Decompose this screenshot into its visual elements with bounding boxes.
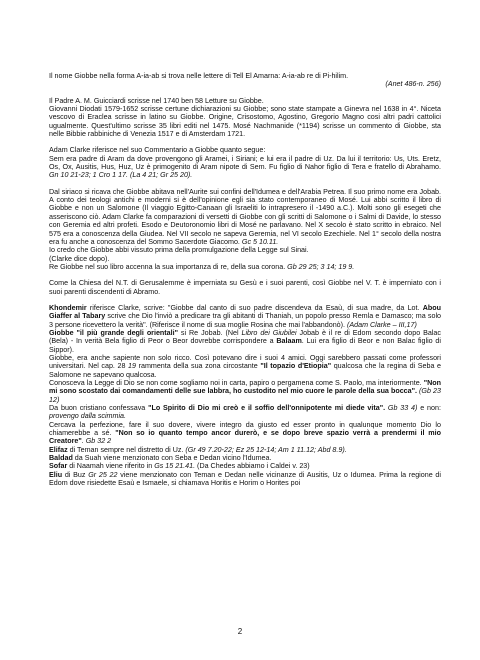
paragraph-siriaco: Dal siriaco si ricava che Giobbe abitava nell'Aurite sui confini dell'Idumea e dell'Arabia Petrea. Il suo primo nome era Jobab. A conto dei teologi antichi e moderni si è dell'opinione egli sia stato contemporaneo di Mosé. Lui abbi scritto il libro di Giobbe e non un Salomone (Il viaggio Egitto-Canaan gli Israeliti lo intrapresero il -1490 a.C.). Molti sono gli esegeti che asseriscono ciò. Adam Clarke fa comparazioni di versetti di Giobbe con gli scritti di Salomone o i Salmi di Davide, lo stesso con Geremia ed altri profeti. Esodo e Deutoronomio libri di Mosé ne parlavano. Nel X secolo è stato scritto in ebraico. Nel 575 era a conoscenza della Giudea. Nel VII secolo ne sapeva Geremia, nel VI secolo Ezechiele. Nel 1° secolo della nostra era fu anche a conoscenza del Sommo Sacerdote Giacomo. Gc 5 10.11. [49, 187, 441, 246]
paragraph-legge: Conosceva la Legge di Dio se non come sogliamo noi in carta, papiro o pergamena come S. Paolo, ma interiormente. "Non mi sono scostato dai comandamenti delle sue labbra, ho custodito nel mio cuore le parole della sua bocca". (Gb 23 12) [49, 379, 441, 404]
paragraph-sapiente: Giobbe, era anche sapiente non solo ricco. Così potevano dire i suoi 4 amici. Oggi sarebbero passati come professori universitari. Nel cap. 28 19 rammenta della sua zona circostante "Il topazio d'Etiopia" qualcosa che la regina di Seba e Salomone ne sapevano qualcosa. [49, 353, 441, 379]
paragraph-re-giobbe: Re Giobbe nel suo libro accenna la sua importanza di re, della sua corona. Gb 29 25; 3 14; 19 9. [49, 262, 355, 271]
citation-anet: (Anet 486-n. 256) [385, 80, 441, 89]
paragraph-credo: Io credo che Giobbe abbi vissuto prima della promulgazione della Legge sul Sinai. [49, 246, 309, 255]
paragraph-diodati: Giovanni Diodati 1579-1652 scrisse certune dichiarazioni su Giobbe; sono state stampate a Ginevra nel 1638 in 4°. Niceta vescovo di Eraclea scrisse in latino su Giobbe. Origine, Crisostomo, Agostino, Gregorio Magno cosi altri padri cattolici ugualmente. Quest'ultimo scrisse 35 libri editi nel 1475. Mosé Nachmanide (*1194) scrisse un commento di Giobbe, sta nelle Bibbie rabbiniche di Venezia 1517 e di Amsterdam 1721. [49, 105, 441, 139]
reference-genesis: Gn 10 21-23; 1 Cro 1 17. (La 4 21; Gr 25 20). [49, 171, 193, 180]
paragraph-chiesa: Come la Chiesa del N.T. di Gerusalemme è imperniata su Gesù e i suoi parenti, così Giobbe nel V. T. è imperniato con i suoi parenti discendenti di Abramo. [49, 279, 441, 296]
paragraph-baldad: Baldad da Suah viene menzionato con Seba e Dedan vicino l'Idumea. [49, 454, 272, 463]
paragraph-elifaz: Elifaz di Teman sempre nel distretto di Uz. (Gr 49 7.20-22; Ez 25 12-14; Am 1 11.12; Abd 8.9). [49, 445, 347, 454]
paragraph-sofar: Sofar di Naamah viene riferito in Gs 15 21.41. (Da Chedes abbiamo i Caldei v. 23) [49, 462, 310, 471]
paragraph-perfezione: Cercava la perfezione, fare il suo dovere, vivere integro da giusto ed esser pronto in qualunque momento Dio lo chiamerebbe a sé. "Non so io quanto tempo ancor durerò, e se dopo breve spazio verrà a prendermi il mio Creatore". Gb 32 2 [49, 420, 441, 446]
paragraph-sem: Sem era padre di Aram da dove provengono gli Aramei, i Siriani; e lui era il padre di Uz. Da lui il territorio: Us, Uts. Eretz, Os, Ox, Ausitis, Hus, Huz, Uz è primogenito di Aram nipote di Sem. Fu figlio di Nahor figlio di Tera e fratello di Abrahamo. Gn 10 21-23; 1 Cro 1 17. (La 4 21; Gr 25 20). [49, 154, 441, 180]
paragraph-amarna: Il nome Giobbe nella forma A-ia-ab si trova nelle lettere di Tell El Amarna: A-ia-ab re di Pi-hilim. [49, 72, 349, 80]
reference-giacomo: Gc 5 10.11. [241, 237, 279, 246]
document-body [49, 72, 441, 487]
paragraph-re-jobab: Giobbe "il più grande degli orientali" si Re Jobab. (Nel Libro dei Giubilei Jobab è il re di Edom secondo dopo Balac (Bela) - In verità Bela figlio di Peor o Beor dovrebbe corrispondere a Balaam. Lui era figlio di Beor e non Balac figlio di Sippor). [49, 328, 441, 354]
paragraph-eliu: Eliu di Buz Gr 25 22 viene menzionato con Teman e Dedan nelle vicinanze di Ausitis, Uz o Idumea. Prima la regione di Edom dove risiedette Esaù e Ismaele, si chiamava Horitis e Horim o Horites poi [49, 470, 441, 488]
paragraph-clarke-intro: Adam Clarke riferisce nel suo Commentario a Giobbe quanto segue: [49, 146, 266, 155]
paragraph-clarke-dopo: (Clarke dice dopo). [49, 254, 110, 263]
paragraph-khondemir: Khondemir riferisce Clarke, scrive: "Giobbe dal canto di suo padre discendeva da Esaù, di sua madre, da Lot. Abou Giaffer al Tabary scrive che Dio l'inviò a predicare tra gli abitanti di Thaniah, un popolo presso Remla e Damasco; ma solo 3 persone ricevettero la verità". (Riferisce il nome di sua moglie Rosina che mai l'abbandonò). (Adam Clarke – III,17) [49, 303, 442, 329]
page-number: 2 [237, 627, 243, 636]
paragraph-cristiano: Da buon cristiano confessava "Lo Spirito di Dio mi creò e il soffio dell'onnipotente mi diede vita". Gb 33 4) e non: provengo dalla scimmia. [49, 404, 441, 421]
reference-gb29: Gb 29 25; 3 14; 19 9. [287, 262, 355, 271]
paragraph-guicciardi: Il Padre A. M. Guicciardi scrisse nel 1740 ben 58 Letture su Giobbe. [49, 96, 264, 105]
